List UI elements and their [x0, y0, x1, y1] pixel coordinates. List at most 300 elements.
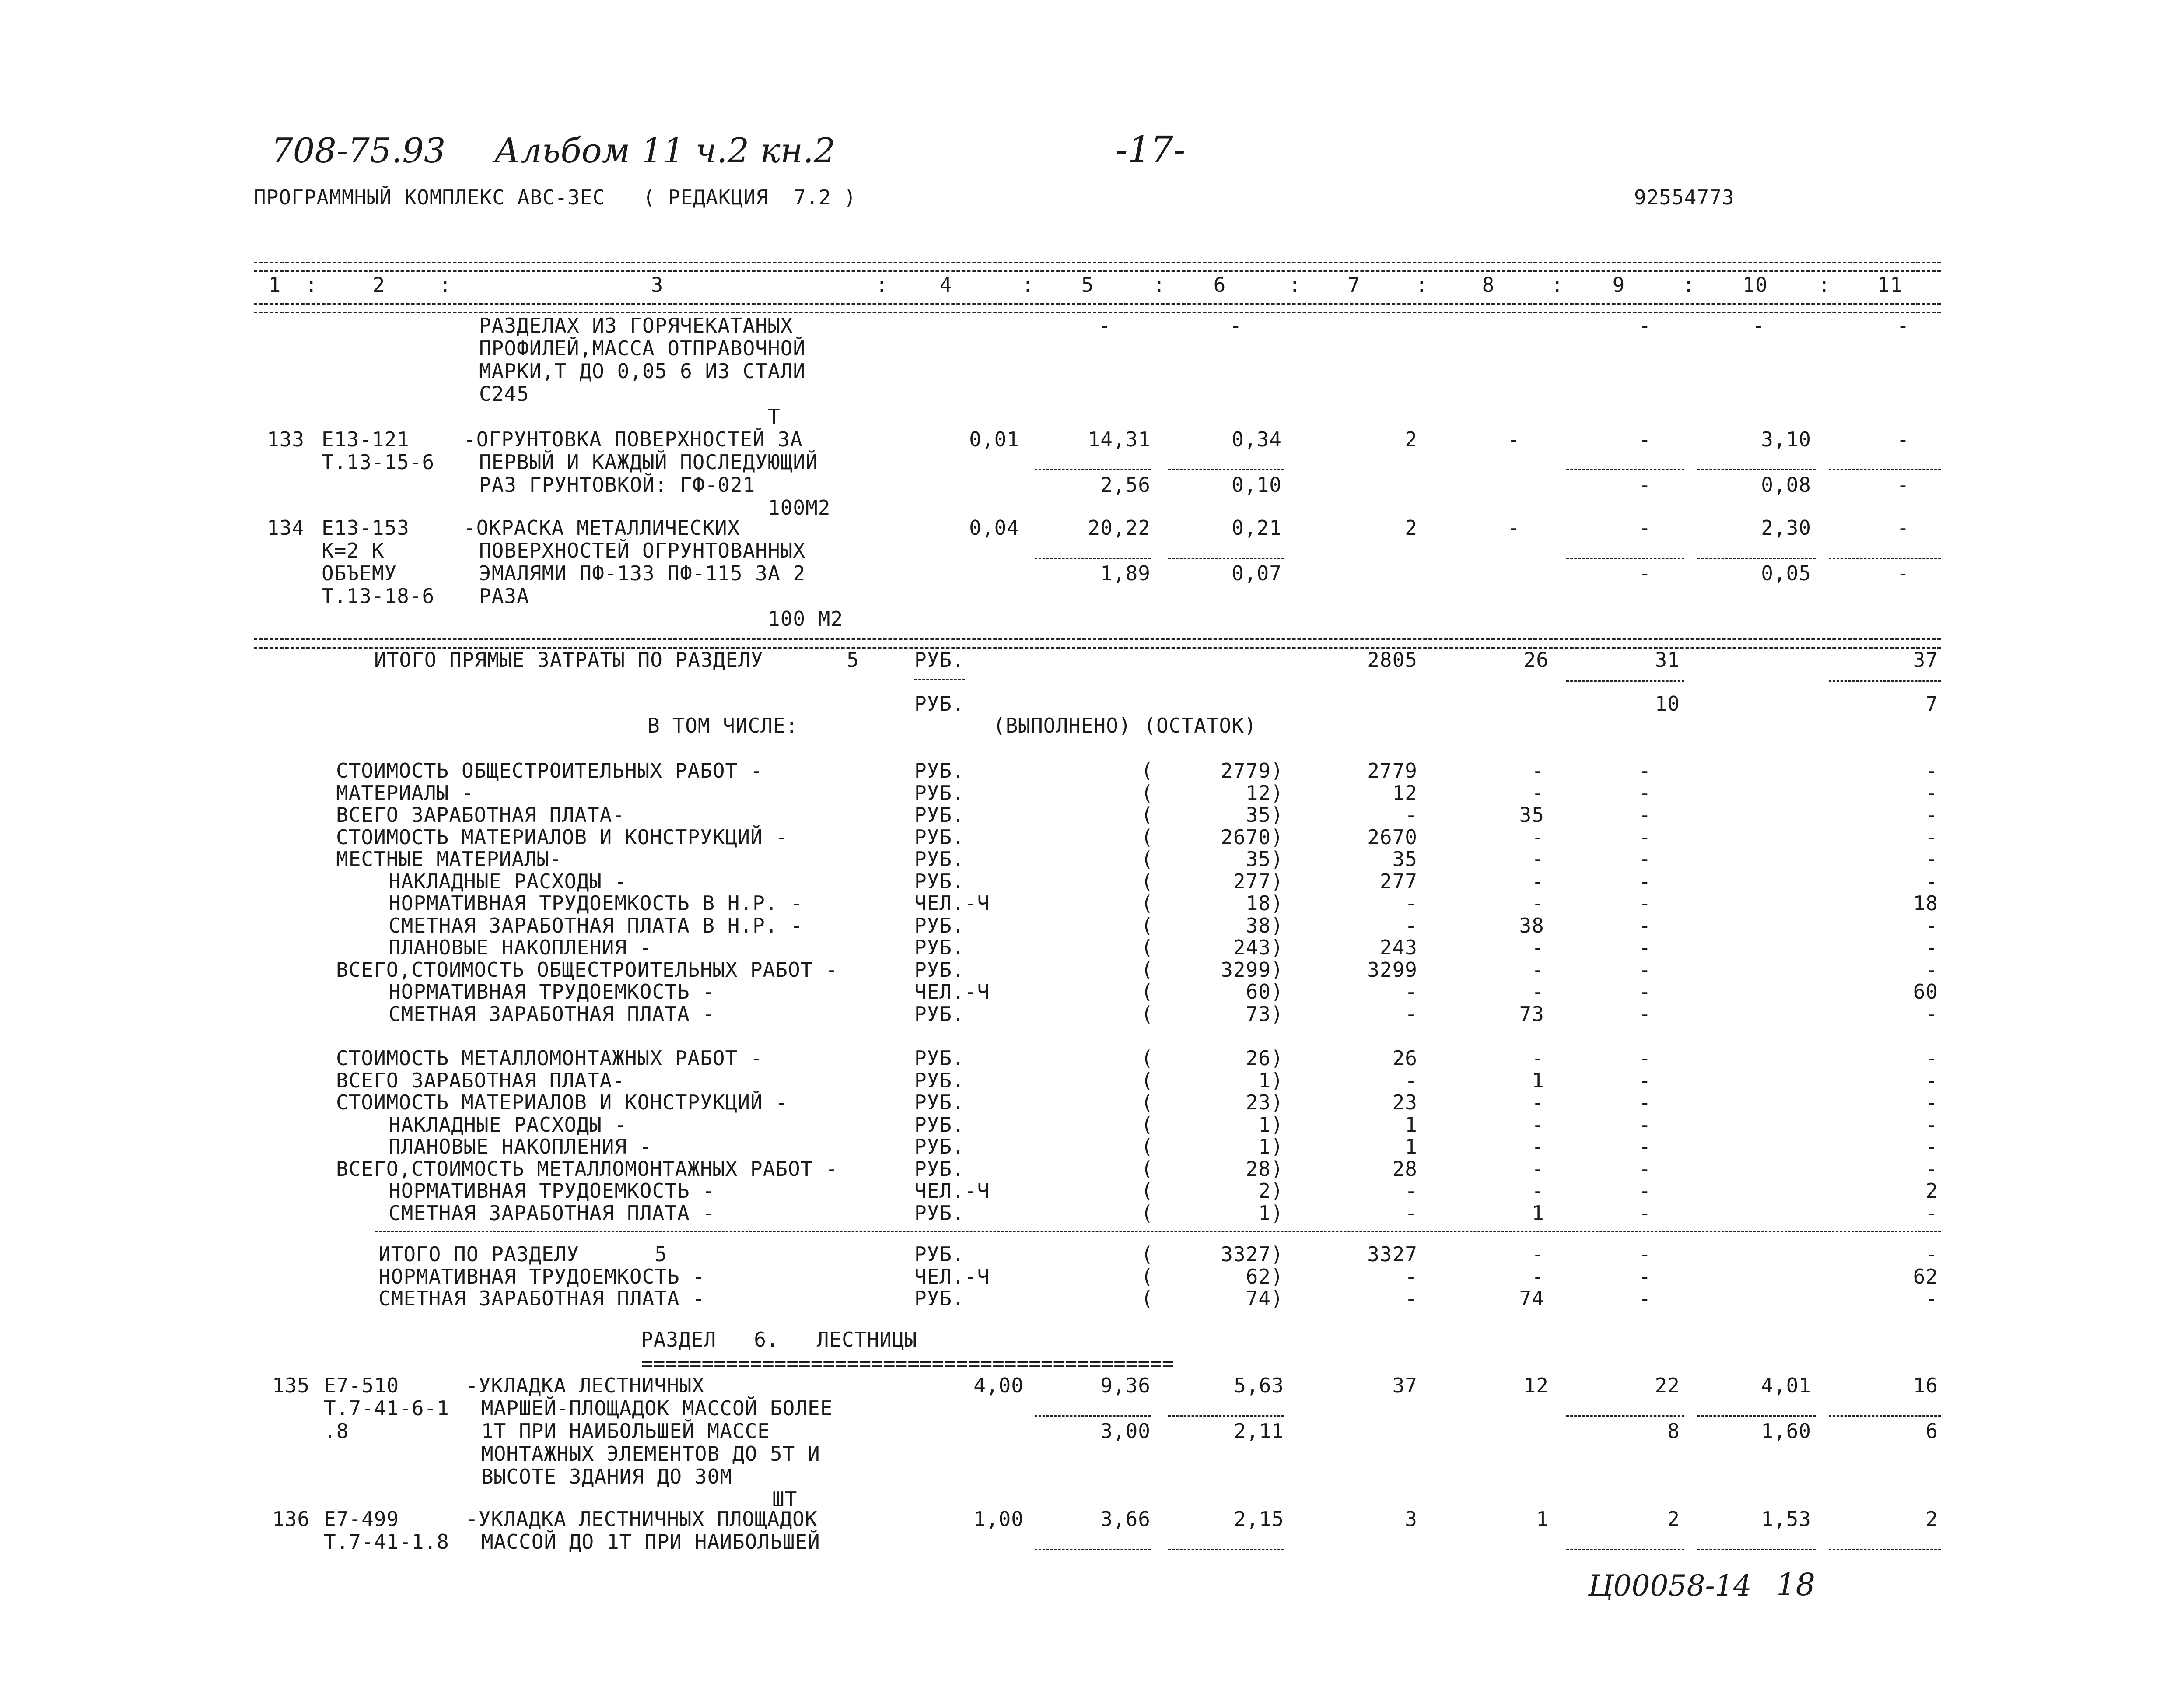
breakdown-c8: - [1532, 781, 1544, 805]
breakdown-done-value: 28 [1246, 1157, 1271, 1181]
breakdown-done-value: 35 [1246, 803, 1271, 827]
breakdown-c11: - [1925, 936, 1938, 959]
pos-136-sub-rule-c10 [1698, 1549, 1816, 1550]
pos-135-desc-1: -УКЛАДКА ЛЕСТНИЧНЫХ [466, 1374, 705, 1397]
pos-134-c9: - [1638, 516, 1652, 540]
breakdown-label: НАКЛАДНЫЕ РАСХОДЫ - [388, 1112, 627, 1136]
totals-c8: 26 [1523, 648, 1549, 672]
breakdown-c11: - [1925, 1046, 1938, 1070]
breakdown-label: МАТЕРИАЛЫ - [336, 781, 474, 805]
breakdown-label: СТОИМОСТЬ ОБЩЕСТРОИТЕЛЬНЫХ РАБОТ - [336, 759, 763, 782]
breakdown-c8: - [1532, 869, 1544, 893]
pos-135-desc-3: 1Т ПРИ НАИБОЛЬШЕЙ МАССЕ [481, 1419, 770, 1443]
pos-134-desc-2: ПОВЕРХНОСТЕЙ ОГРУНТОВАННЫХ [479, 539, 806, 562]
breakdown-close-paren: ) [1271, 847, 1284, 871]
continued-desc-1: РАЗДЕЛАХ ИЗ ГОРЯЧЕКАТАНЫХ [479, 314, 793, 337]
column-number-3: 3 [651, 273, 664, 297]
breakdown-open-paren: ( [1141, 1112, 1154, 1136]
pos-133-sub-rule-c5 [1035, 469, 1151, 470]
pos-135-code-2: Т.7-41-6-1 [324, 1396, 449, 1420]
breakdown-c9: - [1638, 936, 1652, 959]
pos-136-desc-1: -УКЛАДКА ЛЕСТНИЧНЫХ ПЛОЩАДОК [466, 1507, 818, 1531]
pos-135-unit: ШТ [772, 1487, 798, 1511]
breakdown-open-paren: ( [1141, 1091, 1154, 1114]
pos-136-c9: 2 [1667, 1507, 1680, 1531]
breakdown-unit: ЧЕЛ.-Ч [914, 980, 990, 1003]
breakdown-label: СТОИМОСТЬ МАТЕРИАЛОВ И КОНСТРУКЦИЙ - [336, 1091, 788, 1114]
column-number-5: 5 [1081, 273, 1094, 297]
pos-135-sub-rule-c6 [1168, 1415, 1284, 1417]
table-top-rule-1 [254, 262, 1941, 263]
breakdown-c7: - [1405, 1068, 1418, 1092]
pos-133-c11: - [1897, 428, 1910, 451]
pos-135-c9-wage: 8 [1667, 1419, 1680, 1443]
breakdown-close-paren: ) [1271, 803, 1284, 827]
program-header: ПРОГРАММНЫЙ КОМПЛЕКС АВС-3ЕС ( РЕДАКЦИЯ 7.2 ) [254, 186, 857, 209]
pos-134-num: 134 [267, 516, 305, 540]
continued-c9: - [1638, 314, 1652, 337]
pos-134-c5: 20,22 [1088, 516, 1151, 540]
section-total-c11: 62 [1913, 1264, 1938, 1288]
totals-c9-wage: 10 [1655, 692, 1680, 715]
breakdown-c9: - [1638, 1002, 1652, 1026]
section-total-c9: - [1638, 1287, 1652, 1310]
breakdown-close-paren: ) [1271, 936, 1284, 959]
column-separator: : [1022, 273, 1035, 297]
pos-134-code-1: Е13-153 [322, 516, 410, 540]
pos-133-desc-2: ПЕРВЫЙ И КАЖДЫЙ ПОСЛЕДУЮЩИЙ [479, 450, 818, 474]
breakdown-done-value: 18 [1246, 891, 1271, 915]
pos-136-desc-2: МАССОЙ ДО 1Т ПРИ НАИБОЛЬШЕЙ [481, 1530, 820, 1554]
breakdown-unit: РУБ. [914, 803, 965, 827]
breakdown-c11: - [1925, 1135, 1938, 1158]
continued-unit: Т [768, 405, 780, 428]
column-number-11: 11 [1877, 273, 1903, 297]
section-total-close-paren: ) [1271, 1287, 1284, 1310]
pos-136-c4: 1,00 [973, 1507, 1024, 1531]
breakdown-c7: 23 [1392, 1091, 1418, 1114]
table-top-rule-2 [254, 270, 1941, 272]
breakdown-close-paren: ) [1271, 913, 1284, 937]
section-total-c7: 3327 [1367, 1242, 1418, 1266]
pos-133-code-2: Т.13-15-6 [322, 450, 435, 474]
pos-134-sub-rule-c6 [1168, 558, 1284, 559]
breakdown-c8: - [1532, 1179, 1544, 1203]
breakdown-label: СТОИМОСТЬ МАТЕРИАЛОВ И КОНСТРУКЦИЙ - [336, 825, 788, 849]
breakdown-label: НОРМАТИВНАЯ ТРУДОЕМКОСТЬ В Н.Р. - [388, 891, 803, 915]
breakdown-c7: - [1405, 1002, 1418, 1026]
breakdown-unit: РУБ. [914, 1201, 965, 1225]
pos-135-c6: 5,63 [1234, 1374, 1284, 1397]
breakdown-c11: - [1925, 1091, 1938, 1114]
breakdown-c8: - [1532, 980, 1544, 1003]
breakdown-close-paren: ) [1271, 1179, 1284, 1203]
pos-133-c9-wage: - [1638, 473, 1652, 497]
pos-133-code-1: Е13-121 [322, 428, 410, 451]
section-total-open-paren: ( [1141, 1264, 1154, 1288]
handwritten-footer-number: 18 [1776, 1567, 1816, 1603]
pos-135-desc-5: ВЫСОТЕ ЗДАНИЯ ДО 30М [481, 1465, 732, 1488]
pos-133-sub-rule-c9 [1566, 469, 1684, 470]
breakdown-unit: РУБ. [914, 957, 965, 982]
pos-134-c7: 2 [1405, 516, 1418, 540]
breakdown-c8: - [1532, 1091, 1544, 1114]
pos-134-c6-wage: 0,07 [1232, 561, 1282, 585]
breakdown-done-value: 73 [1246, 1002, 1271, 1026]
breakdown-unit: РУБ. [914, 869, 965, 893]
breakdown-unit: РУБ. [914, 1046, 965, 1070]
section-total-c9: - [1638, 1242, 1652, 1266]
pos-133-desc-1: -ОГРУНТОВКА ПОВЕРХНОСТЕЙ ЗА [464, 428, 803, 451]
column-separator: : [1153, 273, 1166, 297]
breakdown-c9: - [1638, 891, 1652, 915]
pos-134-c9-wage: - [1638, 561, 1652, 585]
breakdown-c7: - [1405, 1201, 1418, 1225]
pos-134-sub-rule-c5 [1035, 558, 1151, 559]
breakdown-done-value: 60 [1246, 980, 1271, 1003]
document-number: 92554773 [1634, 186, 1735, 209]
pos-135-c8: 12 [1523, 1374, 1549, 1397]
breakdown-done-value: 3299 [1221, 957, 1271, 982]
pos-134-sub-rule-c10 [1698, 558, 1816, 559]
breakdown-c9: - [1638, 980, 1652, 1003]
pos-135-c5-wage: 3,00 [1100, 1419, 1151, 1443]
column-separator: : [1551, 273, 1564, 297]
breakdown-open-paren: ( [1141, 936, 1154, 959]
breakdown-open-paren: ( [1141, 847, 1154, 871]
breakdown-done-value: 1 [1258, 1201, 1271, 1225]
breakdown-unit: РУБ. [914, 1068, 965, 1092]
breakdown-c9: - [1638, 1046, 1652, 1070]
pos-134-desc-1: -ОКРАСКА МЕТАЛЛИЧЕСКИХ [464, 516, 740, 540]
breakdown-c11: - [1925, 1201, 1938, 1225]
breakdown-open-paren: ( [1141, 803, 1154, 827]
pos-134-c10-wage: 0,05 [1761, 561, 1811, 585]
breakdown-label: НАКЛАДНЫЕ РАСХОДЫ - [388, 869, 627, 893]
breakdown-c8: - [1532, 1135, 1544, 1158]
breakdown-c9: - [1638, 803, 1652, 827]
section-6-underline: ============================================ [641, 1352, 1174, 1375]
breakdown-c8: 1 [1532, 1201, 1544, 1225]
breakdown-done-value: 12 [1246, 781, 1271, 805]
pos-134-desc-4: РАЗА [479, 584, 529, 608]
pos-133-c7: 2 [1405, 428, 1418, 451]
pos-133-c8: - [1507, 428, 1520, 451]
breakdown-c11: - [1925, 803, 1938, 827]
column-separator: : [875, 273, 889, 297]
breakdown-c11: - [1925, 1068, 1938, 1092]
breakdown-unit: РУБ. [914, 1091, 965, 1114]
section-total-label: НОРМАТИВНАЯ ТРУДОЕМКОСТЬ - [378, 1264, 705, 1288]
pos-133-c6-wage: 0,10 [1232, 473, 1282, 497]
pos-133-c5-wage: 2,56 [1100, 473, 1151, 497]
pos-136-c6: 2,15 [1234, 1507, 1284, 1531]
breakdown-c11: - [1925, 913, 1938, 937]
pos-136-num: 136 [272, 1507, 310, 1531]
breakdown-c11: - [1925, 759, 1938, 782]
breakdown-c11: - [1925, 869, 1938, 893]
section-total-close-paren: ) [1271, 1242, 1284, 1266]
pos-135-code-1: Е7-510 [324, 1374, 399, 1397]
column-number-2: 2 [372, 273, 385, 297]
breakdown-close-paren: ) [1271, 759, 1284, 782]
breakdown-close-paren: ) [1271, 1091, 1284, 1114]
breakdown-c11: - [1925, 847, 1938, 871]
breakdown-c9: - [1638, 1068, 1652, 1092]
pos-133-sub-rule-c6 [1168, 469, 1284, 470]
pos-134-c4: 0,04 [969, 516, 1019, 540]
pos-135-sub-rule-c10 [1698, 1415, 1816, 1417]
breakdown-close-paren: ) [1271, 980, 1284, 1003]
breakdown-c9: - [1638, 1091, 1652, 1114]
pos-134-desc-3: ЭМАЛЯМИ ПФ-133 ПФ-115 ЗА 2 [479, 561, 806, 585]
breakdown-c7: 28 [1392, 1157, 1418, 1181]
column-number-8: 8 [1482, 273, 1495, 297]
handwritten-doc-code: 708-75.93 [271, 131, 446, 171]
breakdown-label: СМЕТНАЯ ЗАРАБОТНАЯ ПЛАТА - [388, 1002, 715, 1026]
breakdown-unit: РУБ. [914, 847, 965, 871]
breakdown-label: СТОИМОСТЬ МЕТАЛЛОМОНТАЖНЫХ РАБОТ - [336, 1046, 763, 1070]
pos-135-desc-4: МОНТАЖНЫХ ЭЛЕМЕНТОВ ДО 5Т И [481, 1442, 820, 1466]
column-number-9: 9 [1612, 273, 1625, 297]
breakdown-label: ВСЕГО ЗАРАБОТНАЯ ПЛАТА- [336, 803, 625, 827]
breakdown-unit: РУБ. [914, 1135, 965, 1158]
totals-sub-rule-c9 [1566, 680, 1684, 682]
breakdown-done-value: 1 [1258, 1068, 1271, 1092]
section-total-done-value: 62 [1246, 1264, 1271, 1288]
breakdown-done-value: 2670 [1221, 825, 1271, 849]
column-separator: : [1682, 273, 1695, 297]
column-separator: : [1415, 273, 1428, 297]
breakdown-open-paren: ( [1141, 1179, 1154, 1203]
breakdown-done-value: 243 [1233, 936, 1271, 959]
pos-133-c10-wage: 0,08 [1761, 473, 1811, 497]
pos-133-c4: 0,01 [969, 428, 1019, 451]
section-total-label: СМЕТНАЯ ЗАРАБОТНАЯ ПЛАТА - [378, 1287, 705, 1310]
breakdown-open-paren: ( [1141, 825, 1154, 849]
breakdown-c7: 2670 [1367, 825, 1418, 849]
section-total-c7: - [1405, 1264, 1418, 1288]
breakdown-c11: 18 [1913, 891, 1938, 915]
pos-135-c9: 22 [1655, 1374, 1680, 1397]
breakdown-c7: 2779 [1367, 759, 1418, 782]
breakdown-done-value: 1 [1258, 1135, 1271, 1158]
breakdown-label: МЕСТНЫЕ МАТЕРИАЛЫ- [336, 847, 562, 871]
column-number-10: 10 [1743, 273, 1768, 297]
breakdown-open-paren: ( [1141, 913, 1154, 937]
handwritten-page-number: -17- [1116, 129, 1186, 171]
pos-134-c8: - [1507, 516, 1520, 540]
breakdown-done-value: 23 [1246, 1091, 1271, 1114]
pos-135-num: 135 [272, 1374, 310, 1397]
column-header-rule-1 [254, 303, 1941, 305]
breakdown-label: ПЛАНОВЫЕ НАКОПЛЕНИЯ - [388, 1135, 652, 1158]
breakdown-c7: 12 [1392, 781, 1418, 805]
breakdown-c8: 35 [1519, 803, 1544, 827]
breakdown-c8: 1 [1532, 1068, 1544, 1092]
pos-134-sub-rule-c9 [1566, 558, 1684, 559]
breakdown-c9: - [1638, 847, 1652, 871]
section-total-c9: - [1638, 1264, 1652, 1288]
pos-134-unit: 100 М2 [768, 607, 844, 631]
breakdown-done-value: 2779 [1221, 759, 1271, 782]
breakdown-c8: - [1532, 1157, 1544, 1181]
continued-c11: - [1897, 314, 1910, 337]
breakdown-close-paren: ) [1271, 781, 1284, 805]
pos-135-desc-2: МАРШЕЙ-ПЛОЩАДОК МАССОЙ БОЛЕЕ [481, 1396, 833, 1420]
pos-136-c10: 1,53 [1761, 1507, 1811, 1531]
breakdown-c8: 38 [1519, 913, 1544, 937]
breakdown-label: СМЕТНАЯ ЗАРАБОТНАЯ ПЛАТА В Н.Р. - [388, 913, 803, 937]
totals-c11-wage: 7 [1925, 692, 1938, 715]
breakdown-close-paren: ) [1271, 1135, 1284, 1158]
breakdown-done-value: 2 [1258, 1179, 1271, 1203]
breakdown-close-paren: ) [1271, 1046, 1284, 1070]
section-total-c11: - [1925, 1242, 1938, 1266]
breakdown-unit: РУБ. [914, 825, 965, 849]
pos-135-c11-wage: 6 [1925, 1419, 1938, 1443]
breakdown-label: ВСЕГО,СТОИМОСТЬ МЕТАЛЛОМОНТАЖНЫХ РАБОТ - [336, 1157, 838, 1181]
breakdown-c11: - [1925, 1002, 1938, 1026]
pos-135-sub-rule-c5 [1035, 1415, 1151, 1417]
breakdown-c11: 2 [1925, 1179, 1938, 1203]
pos-135-c10-wage: 1,60 [1761, 1419, 1811, 1443]
pos-133-desc-3: РАЗ ГРУНТОВКОЙ: ГФ-021 [479, 473, 756, 497]
pos-136-sub-rule-c6 [1168, 1549, 1284, 1550]
pos-135-c10: 4,01 [1761, 1374, 1811, 1397]
pos-135-sub-rule-c9 [1566, 1415, 1684, 1417]
breakdown-unit: РУБ. [914, 936, 965, 959]
breakdown-label: ПЛАНОВЫЕ НАКОПЛЕНИЯ - [388, 936, 652, 959]
column-separator: : [305, 273, 318, 297]
breakdown-close-paren: ) [1271, 825, 1284, 849]
breakdown-open-paren: ( [1141, 891, 1154, 915]
totals-rule-1 [254, 638, 1941, 640]
breakdown-c7: 35 [1392, 847, 1418, 871]
breakdown-unit: РУБ. [914, 913, 965, 937]
totals-label: ИТОГО ПРЯМЫЕ ЗАТРАТЫ ПО РАЗДЕЛУ [374, 648, 763, 672]
section-total-c8: - [1532, 1264, 1544, 1288]
section-total-c11: - [1925, 1287, 1938, 1310]
breakdown-open-paren: ( [1141, 1157, 1154, 1181]
totals-including-label: В ТОМ ЧИСЛЕ: [648, 714, 798, 737]
column-number-7: 7 [1348, 273, 1361, 297]
pos-133-c9: - [1638, 428, 1652, 451]
breakdown-c8: - [1532, 1046, 1544, 1070]
totals-c9: 31 [1655, 648, 1680, 672]
breakdown-c8: - [1532, 957, 1544, 982]
continued-desc-2: ПРОФИЛЕЙ,МАССА ОТПРАВОЧНОЙ [479, 337, 806, 360]
section-total-unit: РУБ. [914, 1242, 965, 1266]
breakdown-c8: - [1532, 759, 1544, 782]
breakdown-close-paren: ) [1271, 869, 1284, 893]
breakdown-c8: - [1532, 825, 1544, 849]
section-total-open-paren: ( [1141, 1242, 1154, 1266]
pos-133-unit: 100М2 [768, 496, 831, 519]
continued-c5: - [1098, 314, 1111, 337]
breakdown-close-paren: ) [1271, 1201, 1284, 1225]
totals-c7: 2805 [1367, 648, 1418, 672]
breakdown-c9: - [1638, 781, 1652, 805]
breakdown-c7: 26 [1392, 1046, 1418, 1070]
breakdown-c9: - [1638, 869, 1652, 893]
pos-136-sub-rule-c11 [1829, 1549, 1941, 1550]
breakdown-c7: 243 [1379, 936, 1418, 959]
column-number-6: 6 [1213, 273, 1226, 297]
breakdown-c9: - [1638, 1112, 1652, 1136]
breakdown-open-paren: ( [1141, 1068, 1154, 1092]
breakdown-c8: - [1532, 936, 1544, 959]
breakdown-open-paren: ( [1141, 1135, 1154, 1158]
breakdown-c11: 60 [1913, 980, 1938, 1003]
pos-134-c5-wage: 1,89 [1100, 561, 1151, 585]
breakdown-c8: 73 [1519, 1002, 1544, 1026]
pos-135-c4: 4,00 [973, 1374, 1024, 1397]
breakdown-label: ВСЕГО ЗАРАБОТНАЯ ПЛАТА- [336, 1068, 625, 1092]
section-total-c8: - [1532, 1242, 1544, 1266]
breakdown-label: СМЕТНАЯ ЗАРАБОТНАЯ ПЛАТА - [388, 1201, 715, 1225]
pos-135-c11: 16 [1913, 1374, 1938, 1397]
totals-section: 5 [847, 648, 859, 672]
pos-133-sub-rule-c11 [1829, 469, 1941, 470]
breakdown-c8: - [1532, 891, 1544, 915]
pos-134-code-2: К=2 К [322, 539, 385, 562]
totals-unit-underline [914, 679, 965, 680]
column-number-4: 4 [939, 273, 952, 297]
pos-134-code-4: Т.13-18-6 [322, 584, 435, 608]
breakdown-c11: - [1925, 1112, 1938, 1136]
breakdown-unit: РУБ. [914, 759, 965, 782]
pos-135-sub-rule-c11 [1829, 1415, 1941, 1417]
column-separator: : [439, 273, 452, 297]
breakdown-c9: - [1638, 759, 1652, 782]
totals-unit: РУБ. [914, 648, 965, 672]
pos-136-sub-rule-c5 [1035, 1549, 1151, 1550]
column-separator: : [1288, 273, 1302, 297]
pos-136-c7: 3 [1405, 1507, 1418, 1531]
totals-c11: 37 [1913, 648, 1938, 672]
breakdown-c9: - [1638, 1179, 1652, 1203]
continued-c10: - [1752, 314, 1765, 337]
breakdown-close-paren: ) [1271, 1068, 1284, 1092]
breakdown-unit: РУБ. [914, 781, 965, 805]
breakdown-close-paren: ) [1271, 1157, 1284, 1181]
breakdown-open-paren: ( [1141, 781, 1154, 805]
pos-133-c10: 3,10 [1761, 428, 1811, 451]
handwritten-album: Альбом 11 ч.2 кн.2 [494, 131, 836, 171]
pos-136-code-1: Е7-499 [324, 1507, 399, 1531]
breakdown-done-value: 26 [1246, 1046, 1271, 1070]
pos-135-c6-wage: 2,11 [1234, 1419, 1284, 1443]
pos-135-c5: 9,36 [1100, 1374, 1151, 1397]
section-6-title: РАЗДЕЛ 6. ЛЕСТНИЦЫ [641, 1328, 917, 1351]
breakdown-c7: - [1405, 1179, 1418, 1203]
breakdown-open-paren: ( [1141, 1046, 1154, 1070]
section-total-c7: - [1405, 1287, 1418, 1310]
breakdown-done-value: 277 [1233, 869, 1271, 893]
breakdown-done-value: 1 [1258, 1112, 1271, 1136]
breakdown-c7: - [1405, 803, 1418, 827]
breakdown-c8: - [1532, 1112, 1544, 1136]
totals-sub-rule-c11 [1829, 680, 1941, 682]
pos-135-code-3: .8 [324, 1419, 349, 1443]
section-total-label: ИТОГО ПО РАЗДЕЛУ 5 [378, 1242, 667, 1266]
totals-done-rest-label: (ВЫПОЛНЕНО) (ОСТАТОК) [993, 714, 1257, 737]
breakdown-unit: РУБ. [914, 1002, 965, 1026]
breakdown-c8: - [1532, 847, 1544, 871]
section-total-close-paren: ) [1271, 1264, 1284, 1288]
breakdown-c11: - [1925, 1157, 1938, 1181]
